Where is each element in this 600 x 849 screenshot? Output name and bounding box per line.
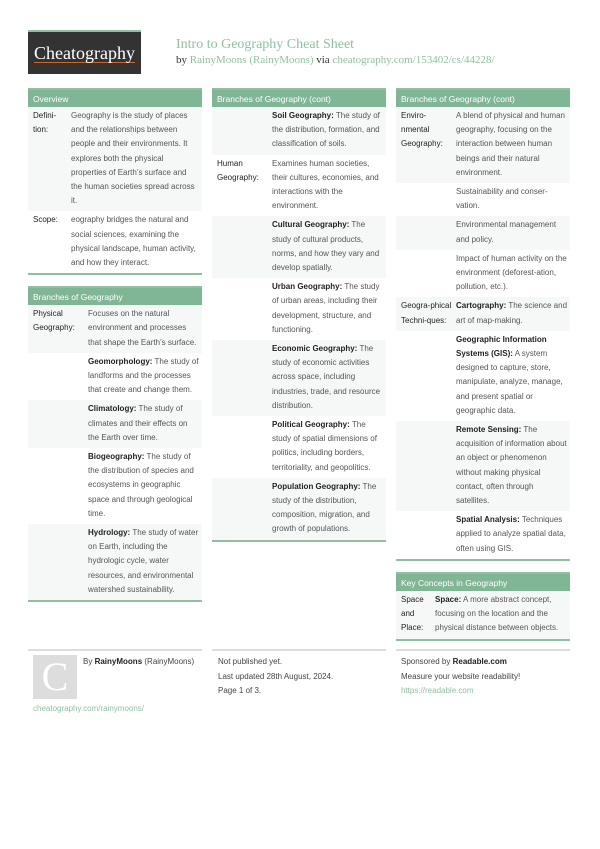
row-term: Hydrology: [88, 528, 131, 538]
row-label: Geogra-phical Techni-ques: [401, 301, 452, 325]
table-row [212, 278, 386, 340]
table-row [28, 107, 202, 211]
row-value [456, 109, 570, 180]
row-value [88, 402, 202, 445]
row-text: Focuses on the natural environment and processes that shape the Earth’s surface. [88, 309, 197, 347]
row-text: Examines human societies, their cultures, economies, and interactions with the environment. [272, 158, 379, 211]
footer-author-link[interactable]: RainyMoons [94, 657, 143, 666]
row-text: A blend of physical and human geography, focusing on the interaction between human beings and their natural environment. [456, 111, 565, 177]
section [212, 88, 386, 542]
column-3 [396, 88, 570, 652]
row-text: The study of climates and their effects on the Earth over time. [88, 404, 188, 442]
row-text: A more abstract concept, focusing on the location and the physical distance between objects. [435, 594, 559, 633]
row-label [33, 526, 88, 597]
row-value [88, 307, 202, 350]
row-text: The study of the distribution, formation, and classification of soils. [272, 111, 380, 149]
byline: by RainyMoons (RainyMoons) via cheatography.com/153402/cs/44228/ [176, 54, 495, 66]
row-text: The acquisition of information about an object or phenomenon without making physical contact, often through satellites. [456, 425, 567, 506]
row-text: A system designed to capture, store, manipulate, analyze, manage, and present spatial or geographic data. [456, 349, 563, 415]
row-value [272, 342, 386, 413]
table-row [396, 216, 570, 249]
row-term: Population Geography: [272, 481, 361, 491]
row-value [272, 480, 386, 537]
table-row [396, 591, 570, 639]
row-term: Geographic Information Systems (GIS): [456, 334, 547, 359]
row-label [401, 423, 456, 508]
row-term: Space: [435, 594, 462, 604]
section-header: Key Concepts in Geography [396, 572, 570, 591]
row-value [272, 418, 386, 475]
table-row [396, 421, 570, 511]
footer-divider [396, 649, 570, 651]
row-text: eography bridges the natural and social sciences, examining the physical landscape, human activity, and how they interact. [71, 215, 196, 268]
row-text: The study of the distribution of species and ecosystems in geographic space and through geological time. [88, 452, 194, 518]
table-row [212, 155, 386, 217]
row-term: Climatology: [88, 404, 137, 414]
row-value [456, 299, 570, 327]
row-label: Enviro-nmental Geography: [401, 111, 443, 149]
row-text: The science and art of map-making. [456, 301, 568, 325]
row-label: Human Geography: [217, 158, 259, 182]
row-label [217, 218, 272, 275]
footer-divider [212, 649, 386, 651]
row-term: Political Geography: [272, 420, 350, 430]
footer-status: Not published yet. Last updated 28th August, 2024. Page 1 of 3. [218, 657, 334, 695]
table-row [212, 216, 386, 278]
row-label [401, 333, 456, 418]
row-text: The study of water on Earth, including the hydrologic cycle, water resources, and environmental watershed sustainability. [88, 528, 199, 594]
row-text: The study of landforms and the processes that create and change them. [88, 356, 199, 395]
table-row [28, 305, 202, 353]
row-label: Defini-tion: [33, 111, 57, 135]
table-row [212, 416, 386, 478]
row-value [272, 109, 386, 152]
cheatography-logo[interactable]: Cheatography [28, 32, 141, 74]
row-term: Biogeography: [88, 452, 145, 462]
row-text: The study of urban areas, including their development, structure, and functioning. [272, 282, 380, 334]
row-value [71, 213, 202, 270]
row-value [456, 333, 570, 418]
author-avatar[interactable]: C [33, 655, 77, 699]
table-row [28, 524, 202, 600]
row-value [456, 185, 570, 213]
footer-divider [28, 649, 202, 651]
row-label [401, 185, 456, 213]
row-term: Cultural Geography: [272, 220, 350, 230]
row-value [272, 157, 386, 214]
row-value [88, 355, 202, 398]
row-text: The study of the distribution, composition, migration, and growth of populations. [272, 481, 377, 534]
row-term: Economic Geography: [272, 344, 358, 354]
section-header: Branches of Geography (cont) [212, 88, 386, 107]
table-row [28, 400, 202, 448]
table-row [212, 478, 386, 540]
author-link[interactable]: RainyMoons (RainyMoons) [189, 54, 314, 66]
row-text: The study of cultural products, norms, and how they vary and develop spatially. [272, 220, 380, 273]
row-value [71, 109, 202, 208]
row-value [272, 218, 386, 275]
table-row [396, 297, 570, 330]
section-header: Overview [28, 88, 202, 107]
row-text: Impact of human activity on the environment (deforest-ation, pollution, etc.). [456, 253, 567, 292]
row-label: Scope: [33, 215, 58, 225]
row-text: Techniques applied to analyze spatial data, often using GIS. [456, 515, 566, 553]
row-text: Environmental management and policy. [456, 220, 557, 244]
row-value [88, 450, 202, 521]
row-value [456, 513, 570, 556]
row-label [33, 402, 88, 445]
row-label [33, 450, 88, 521]
section-header: Branches of Geography (cont) [396, 88, 570, 107]
row-value [88, 526, 202, 597]
row-term: Remote Sensing: [456, 425, 522, 435]
section [28, 286, 202, 602]
row-label [217, 280, 272, 337]
table-row [28, 448, 202, 524]
column-1 [28, 88, 202, 613]
row-label [401, 218, 456, 246]
section-header: Branches of Geography [28, 286, 202, 305]
page-title: Intro to Geography Cheat Sheet [176, 37, 355, 52]
sponsor-url-link[interactable]: https://readable.com [401, 686, 474, 695]
footer-author: By RainyMoons (RainyMoons) [83, 657, 195, 666]
row-value [456, 252, 570, 295]
column-2 [212, 88, 386, 553]
row-term: Urban Geography: [272, 282, 343, 292]
section [396, 572, 570, 641]
table-row [396, 250, 570, 298]
sheet-url-link[interactable]: cheatography.com/153402/cs/44228/ [332, 54, 495, 66]
row-label: Physical Geography: [33, 309, 75, 333]
row-label [217, 109, 272, 152]
table-row [396, 107, 570, 183]
row-text: The study of spatial dimensions of politics, including borders, territoriality, and geopolitics. [272, 420, 377, 472]
row-label [217, 342, 272, 413]
row-term: Spatial Analysis: [456, 515, 520, 525]
row-label: Space and Place: [401, 594, 424, 633]
row-label [401, 252, 456, 295]
table-row [28, 211, 202, 273]
section [396, 88, 570, 561]
table-row [28, 353, 202, 401]
row-term: Soil Geography: [272, 111, 334, 120]
table-row [396, 331, 570, 421]
footer-sponsor: Sponsored by Readable.com Measure your website readability! https://readable.com [401, 655, 520, 699]
profile-link[interactable]: cheatography.com/rainymoons/ [33, 704, 145, 713]
row-term: Cartography: [456, 301, 507, 311]
row-label [217, 418, 272, 475]
row-text: The study of economic activities across space, including industries, trade, and resource distribution. [272, 344, 381, 410]
row-label [217, 480, 272, 537]
table-row [396, 511, 570, 559]
table-row [212, 107, 386, 155]
row-value [456, 218, 570, 246]
row-label [33, 355, 88, 398]
row-value [272, 280, 386, 337]
row-term: Geomorphology: [88, 356, 153, 366]
row-text: Geography is the study of places and the relationships between people and their environments. It explores both the physical properties of Earth’s surface and the human societies spread across it. [71, 111, 195, 206]
row-label [401, 513, 456, 556]
sponsor-link[interactable]: Readable.com [452, 657, 507, 666]
row-value [456, 423, 570, 508]
table-row [212, 340, 386, 416]
row-text: Sustainability and conser-vation. [456, 187, 548, 211]
section [28, 88, 202, 275]
table-row [396, 183, 570, 216]
row-value [435, 593, 570, 636]
